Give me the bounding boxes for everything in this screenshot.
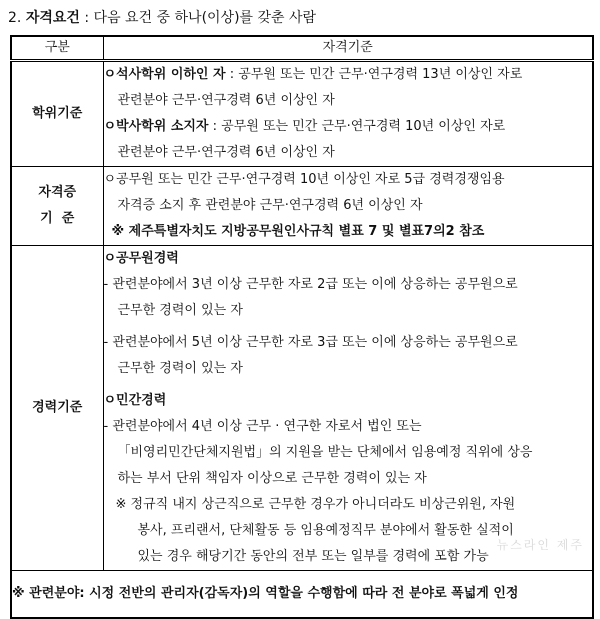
- cert-line2: 자격증 소지 후 관련분야 근무·연구경력 6년 이상인 자: [117, 198, 423, 213]
- criteria-degree: [103, 61, 593, 167]
- career-private-note: ※ 정규직 내지 상근직으로 근무한 경우가 아니더라도 비상근위원, 자원 봉사, 프리랜서, 단체활동 등 임용예정직무 분야에서 활동한 실적이 있는 경우 해당기간 동안의 전부 또는 일부를 경력에 포함 가능: [115, 497, 516, 564]
- career-public-item2: - 관련분야에서 5년 이상 근무한 자로 3급 또는 이에 상응하는 공무원으로 근무한 경력이 있는 자: [103, 335, 518, 376]
- career-private-title: ㅇ민간경력: [103, 393, 167, 408]
- category-degree: 학위기준: [11, 61, 103, 167]
- section-colon: :: [84, 10, 90, 26]
- degree-master-line2: 관련분야 근무·연구경력 6년 이상인 자: [117, 93, 335, 108]
- degree-phd: ㅇ박사학위 소지자 : 공무원 또는 민간 근무·연구경력 10년 이상인 자로: [103, 119, 506, 134]
- requirements-table: [10, 35, 594, 619]
- career-private-item: - 관련분야에서 4년 이상 근무 · 연구한 자로서 법인 또는 「비영리민간단체지원법」의 지원을 받는 단체에서 임용예정 직위에 상응 하는 부서 단위 책임자 이상으로 근무한 경력이 있는 자: [103, 419, 533, 486]
- cert-note: ※ 제주특별자치도 지방공무원인사규칙 별표 7 및 별표7의2 참조: [111, 224, 485, 239]
- row-footer: [11, 571, 593, 619]
- category-career: 경력기준: [11, 246, 103, 571]
- section-description: 다음 요건 중 하나(이상)를 갖춘 사람: [93, 10, 317, 26]
- header-criteria: 자격기준: [103, 36, 593, 61]
- section-number: 2.: [8, 10, 22, 26]
- criteria-career: [103, 246, 593, 571]
- degree-phd-line2: 관련분야 근무·연구경력 6년 이상인 자: [117, 145, 335, 160]
- footer-note: ※ 관련분야: 시정 전반의 관리자(감독자)의 역할을 수행함에 따라 전 분야로 폭넓게 인정: [11, 571, 593, 619]
- table-header-row: [11, 36, 593, 61]
- watermark: 뉴스라인 제주: [496, 538, 584, 552]
- cert-line1: ㅇ공무원 또는 민간 근무·연구경력 10년 이상인 자로 5급 경력경쟁임용: [103, 172, 505, 187]
- degree-master: ㅇ석사학위 이하인 자 : 공무원 또는 민간 근무·연구경력 13년 이상인 자로: [103, 67, 523, 82]
- career-public-title: ㅇ공무원경력: [103, 251, 179, 266]
- row-career: [11, 246, 593, 571]
- row-degree: [11, 61, 593, 167]
- section-heading: [8, 8, 316, 28]
- header-category: 구분: [11, 36, 103, 61]
- section-title: 자격요건: [25, 10, 80, 26]
- criteria-certificate: [103, 167, 593, 246]
- category-certificate: 자격증 기 준: [11, 167, 103, 246]
- row-certificate: [11, 167, 593, 246]
- career-public-item1: - 관련분야에서 3년 이상 근무한 자로 2급 또는 이에 상응하는 공무원으로 근무한 경력이 있는 자: [103, 277, 518, 318]
